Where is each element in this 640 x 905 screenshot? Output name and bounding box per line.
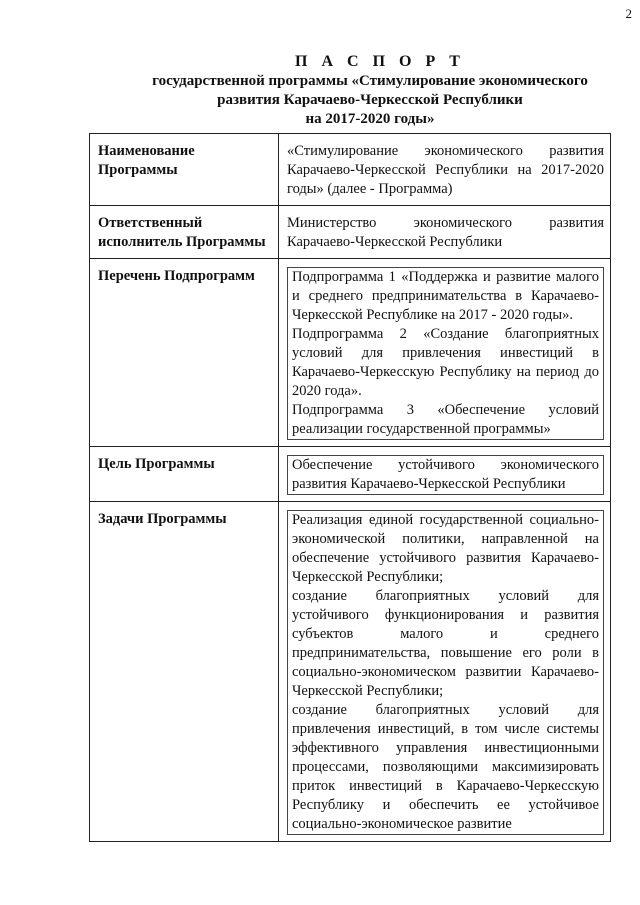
row-value-program-name <box>279 134 611 206</box>
subprogram-1: Подпрограмма 1 «Поддержка и развитие малого и среднего предпринимательства в Карачаево-Черкесской Республике на 2017 - 2020 годы». <box>292 269 599 323</box>
value-paragraph: «Стимулирование экономического развития Карачаево-Черкесской Республики на 2017-2020 годы» (далее - Программа) <box>287 143 604 197</box>
row-value-responsible <box>279 206 611 259</box>
goal-box <box>287 455 604 495</box>
row-label-goal: Цель Программы <box>90 447 279 502</box>
page-number: 2 <box>625 6 632 21</box>
table-row-subprograms <box>90 259 611 447</box>
table-row-program-name <box>90 134 611 206</box>
row-label-tasks: Задачи Программы <box>90 502 279 842</box>
row-label-responsible: Ответственный исполнитель Программы <box>90 206 279 259</box>
subprogram-3: Подпрограмма 3 «Обеспечение условий реализации государственной программы» <box>292 402 599 437</box>
value-paragraph: Обеспечение устойчивого экономического развития Карачаево-Черкесской Республики <box>292 457 599 492</box>
document-title: П А С П О Р Т <box>295 53 465 70</box>
table-row-tasks <box>90 502 611 842</box>
task-2: создание благоприятных условий для устойчивого функционирования и развития субъектов малого и среднего предпринимательства, повышение его роли в социально-экономическом развитии Карачаево-Черкесской Республики; <box>292 588 599 699</box>
subprograms-box <box>287 267 604 440</box>
row-value-tasks <box>279 502 611 842</box>
row-value-subprograms <box>279 259 611 447</box>
task-3: создание благоприятных условий для привлечения инвестиций, в том числе системы эффективного управления инвестиционными процессами, позволяющими максимизировать приток инвестиций в Карачаево-Черкесскую Республику и обеспечить ее устойчивое социально-экономическое развитие <box>292 702 599 832</box>
table-row-responsible <box>90 206 611 259</box>
document-subtitle-line-1: государственной программы «Стимулирование экономического <box>152 73 588 89</box>
tasks-box <box>287 510 604 835</box>
row-label-program-name: Наименование Программы <box>90 134 279 206</box>
table-row-goal <box>90 447 611 502</box>
task-1: Реализация единой государственной социально-экономической политики, направленной на обеспечение устойчивого развития Карачаево-Черкесской Республики; <box>292 512 599 585</box>
subprogram-2: Подпрограмма 2 «Создание благоприятных условий для привлечения инвестиций в Карачаево-Черкесскую Республику на период до 2020 года». <box>292 326 599 399</box>
document-subtitle-line-2: развития Карачаево-Черкесской Республики <box>217 92 523 108</box>
row-label-subprograms: Перечень Подпрограмм <box>90 259 279 447</box>
value-paragraph: Министерство экономического развития Карачаево-Черкесской Республики <box>287 215 604 250</box>
passport-table <box>89 133 611 842</box>
row-value-goal <box>279 447 611 502</box>
document-subtitle-line-3: на 2017-2020 годы» <box>305 111 435 127</box>
document-header <box>0 52 640 129</box>
